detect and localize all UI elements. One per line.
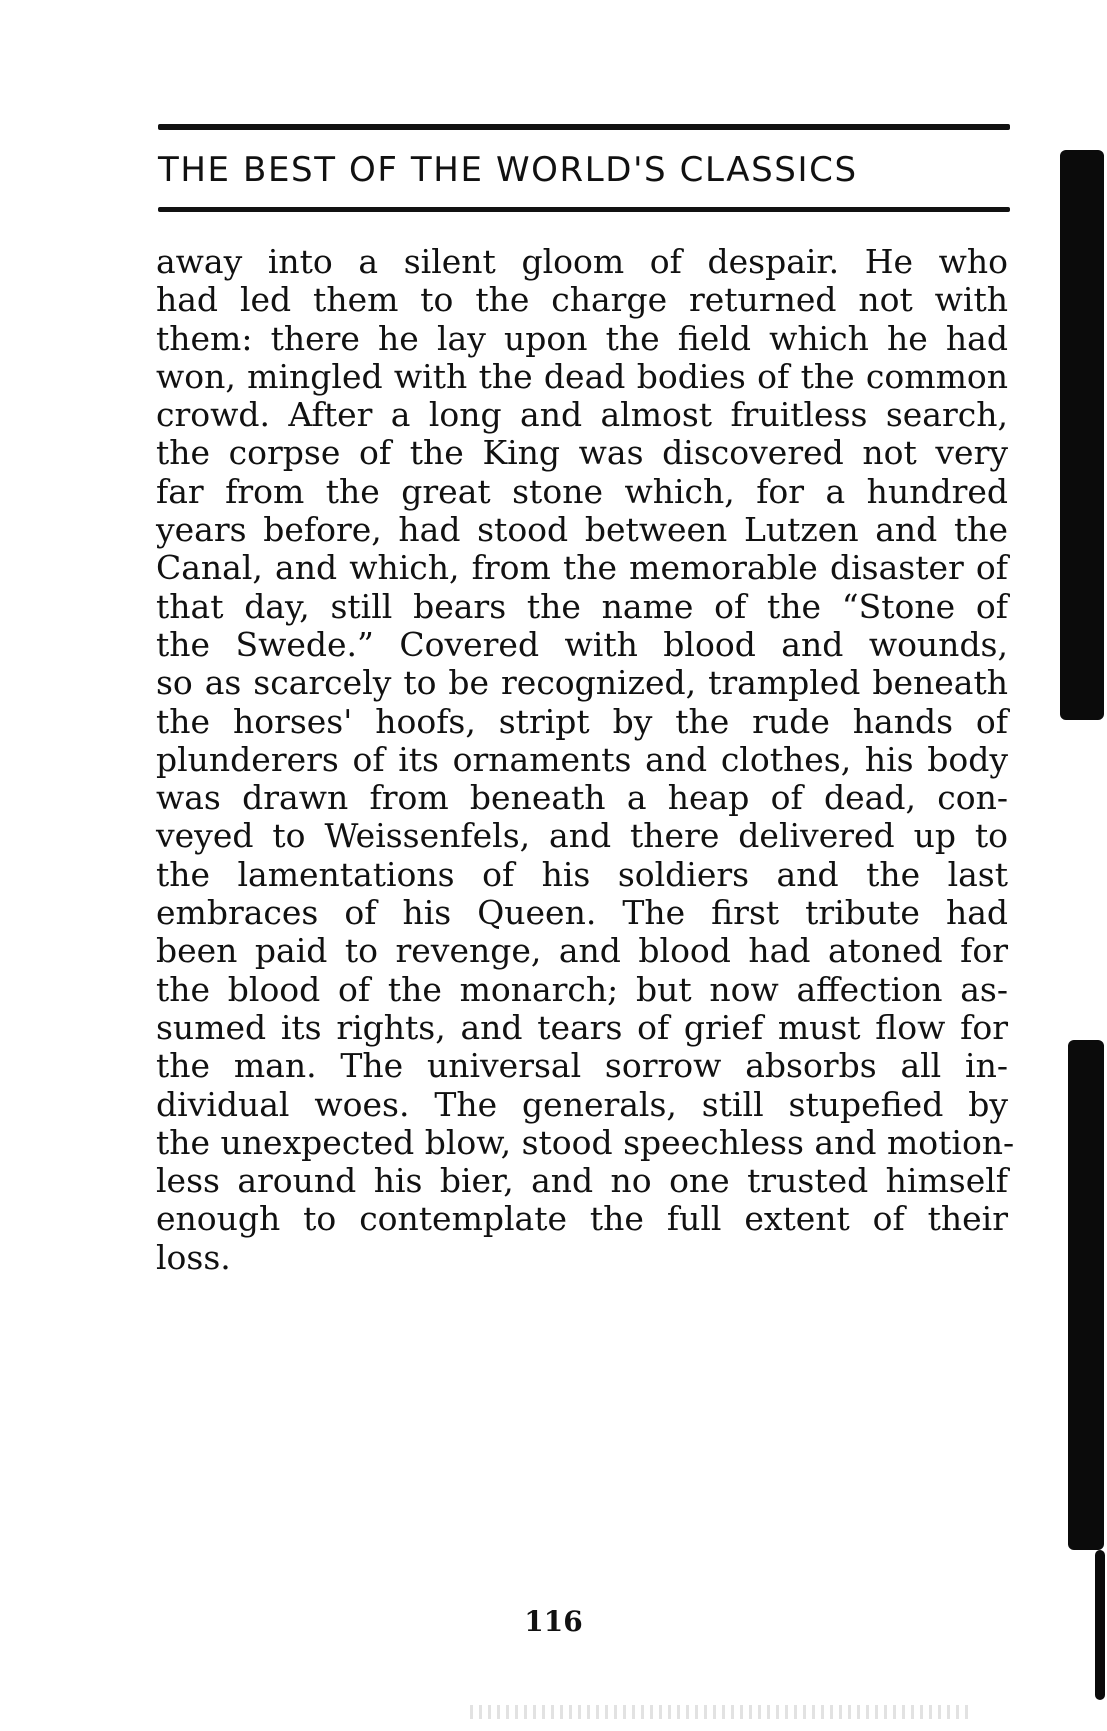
text-line: won, mingled with the dead bodies of the common (156, 356, 1008, 396)
text-line: veyed to Weissenfels, and there delivered up to (156, 816, 1008, 856)
text-line-last: loss. (156, 1237, 231, 1277)
text-line: had led them to the charge returned not with (156, 280, 1008, 320)
text-line: years before, had stood between Lutzen and the (156, 510, 1008, 550)
scan-noise (470, 1705, 970, 1719)
body-text (156, 242, 1015, 1277)
text-line: so as scarcely to be recognized, trampled beneath (156, 663, 1008, 703)
text-line: the lamentations of his soldiers and the last (156, 854, 1008, 894)
text-line: crowd. After a long and almost fruitless search, (156, 395, 1008, 435)
binding-shadow (1095, 1550, 1105, 1700)
text-line: embraces of his Queen. The first tribute had (156, 893, 1008, 933)
binding-shadow (1060, 150, 1104, 720)
text-line: the Swede.” Covered with blood and wounds, (156, 624, 1008, 664)
binding-shadow (1068, 1040, 1104, 1550)
text-line: been paid to revenge, and blood had atoned for (156, 931, 1008, 971)
text-line: away into a silent gloom of despair. He who (156, 242, 1008, 281)
text-line: dividual woes. The generals, still stupefied by (156, 1084, 1008, 1124)
text-line: them: there he lay upon the field which he had (156, 318, 1008, 358)
header-rule-top (158, 124, 1010, 130)
running-head: THE BEST OF THE WORLD'S CLASSICS (158, 150, 858, 190)
text-line: was drawn from beneath a heap of dead, con- (156, 778, 1008, 818)
text-line: the horses' hoofs, stript by the rude hands of (156, 701, 1008, 741)
text-line: plunderers of its ornaments and clothes, his body (156, 739, 1008, 779)
text-line: that day, still bears the name of the “Stone of (156, 586, 1008, 626)
text-line: the unexpected blow, stood speechless and motion- (156, 1122, 1015, 1162)
text-line: the corpse of the King was discovered not very (156, 433, 1008, 473)
text-line: far from the great stone which, for a hundred (156, 471, 1008, 511)
text-line: sumed its rights, and tears of grief must flow for (156, 1007, 1008, 1047)
header-rule-bottom (158, 207, 1010, 212)
text-line: the blood of the monarch; but now affection as- (156, 969, 1008, 1009)
text-line: Canal, and which, from the memorable disaster of (156, 548, 1008, 588)
text-line: enough to contemplate the full extent of their (156, 1199, 1008, 1239)
page-number: 116 (524, 1605, 583, 1638)
text-line: the man. The universal sorrow absorbs all in- (156, 1046, 1008, 1086)
text-line: less around his bier, and no one trusted himself (156, 1161, 1008, 1201)
